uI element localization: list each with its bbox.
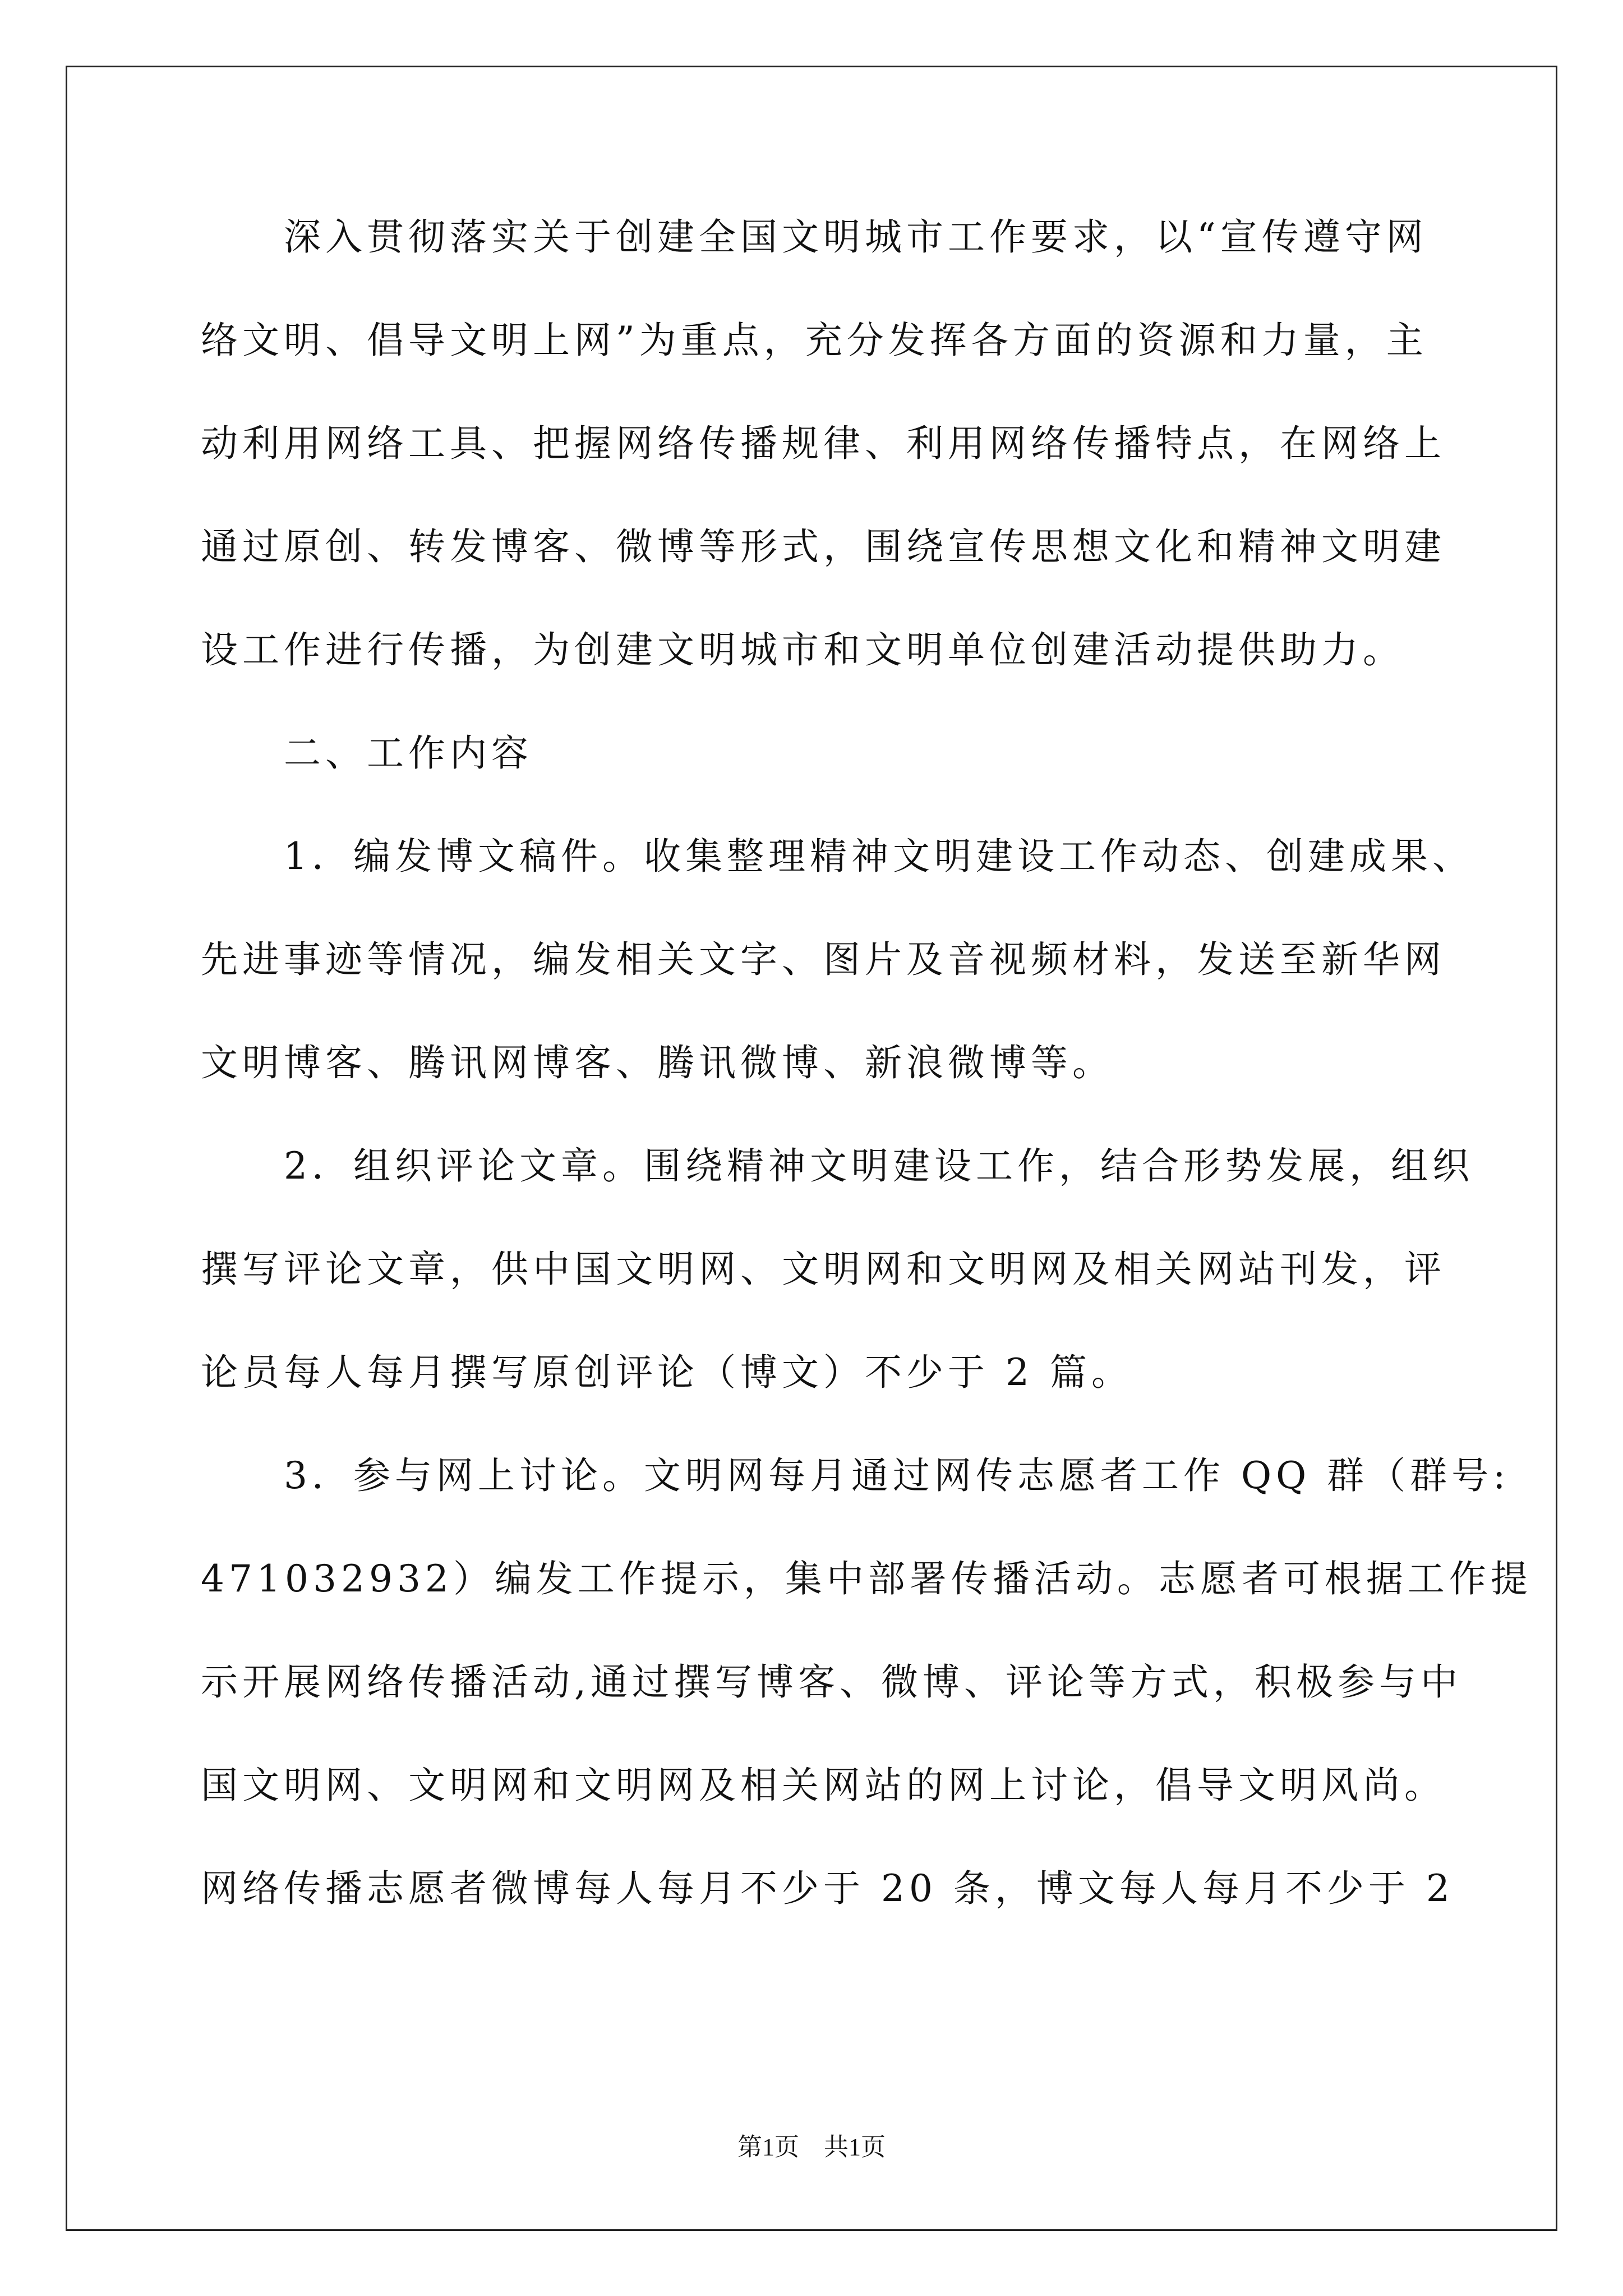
paragraph-line: 深入贯彻落实关于创建全国文明城市工作要求，以“宣传遵守网 bbox=[201, 215, 1428, 259]
page-number-label: 第1页 共1页 bbox=[737, 2133, 886, 2161]
paragraph-line: 文明博客、腾讯网博客、腾讯微博、新浪微博等。 bbox=[201, 1041, 1114, 1084]
paragraph-line: 1．编发博文稿件。收集整理精神文明建设工作动态、创建成果、 bbox=[201, 835, 1474, 878]
paragraph-line: 国文明网、文明网和文明网及相关网站的网上讨论，倡导文明风尚。 bbox=[201, 1764, 1446, 1807]
paragraph-line: 动利用网络工具、把握网络传播规律、利用网络传播特点，在网络上 bbox=[201, 422, 1446, 465]
paragraph-line: 设工作进行传播，为创建文明城市和文明单位创建活动提供助力。 bbox=[201, 628, 1404, 671]
paragraph-line: 通过原创、转发博客、微博等形式，围绕宣传思想文化和精神文明建 bbox=[201, 525, 1446, 568]
paragraph-line: 络文明、倡导文明上网”为重点，充分发挥各方面的资源和力量，主 bbox=[201, 319, 1428, 362]
section-heading: 二、工作内容 bbox=[201, 731, 533, 775]
paragraph-line: 471032932）编发工作提示，集中部署传播活动。志愿者可根据工作提 bbox=[201, 1557, 1532, 1600]
paragraph-line: 撰写评论文章，供中国文明网、文明网和文明网及相关网站刊发，评 bbox=[201, 1248, 1446, 1291]
paragraph-line: 论员每人每月撰写原创评论（博文）不少于 2 篇。 bbox=[201, 1351, 1133, 1394]
paragraph-line: 2．组织评论文章。围绕精神文明建设工作，结合形势发展，组织 bbox=[201, 1144, 1474, 1188]
paragraph-line: 3．参与网上讨论。文明网每月通过网传志愿者工作 QQ 群（群号: bbox=[201, 1454, 1510, 1497]
paragraph-line: 示开展网络传播活动,通过撰写博客、微博、评论等方式，积极参与中 bbox=[201, 1660, 1462, 1704]
paragraph-line: 网络传播志愿者微博每人每月不少于 20 条，博文每人每月不少于 2 bbox=[201, 1867, 1454, 1910]
page-footer bbox=[0, 2132, 1623, 2163]
paragraph-line: 先进事迹等情况，编发相关文字、图片及音视频材料，发送至新华网 bbox=[201, 938, 1446, 981]
